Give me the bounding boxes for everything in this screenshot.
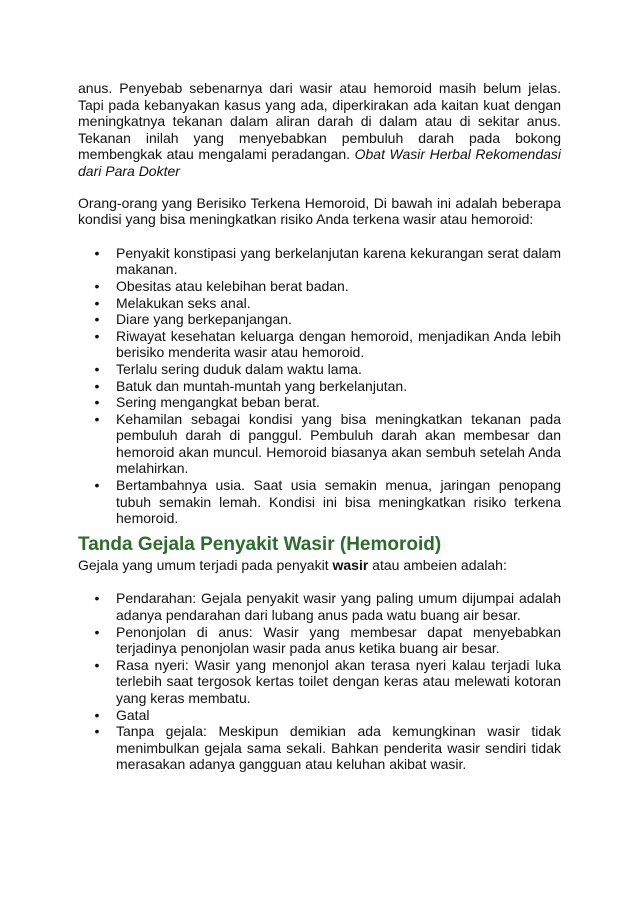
list-item: • Gatal [78, 707, 561, 724]
risk-factor-list [78, 245, 561, 527]
bullet-icon: • [94, 377, 100, 394]
symptom-list [78, 590, 561, 773]
list-item: • Terlalu sering duduk dalam waktu lama. [78, 361, 561, 378]
list-item: • Rasa nyeri: Wasir yang menonjol akan terasa nyeri kalau terjadi luka terlebih saat tergosok kertas toilet dengan keras atau melewati kotoran yang keras membatu. [78, 657, 561, 707]
list-item: • Riwayat kesehatan keluarga dengan hemoroid, menjadikan Anda lebih berisiko menderita wasir atau hemoroid. [78, 328, 561, 361]
list-item: • Tanpa gejala: Meskipun demikian ada kemungkinan wasir tidak menimbulkan gejala sama sekali. Bahkan penderita wasir sendiri tidak merasakan adanya gangguan atau keluhan akibat wasir. [78, 723, 561, 773]
bullet-icon: • [94, 311, 100, 328]
list-item: • Kehamilan sebagai kondisi yang bisa meningkatkan tekanan pada pembuluh darah di panggul. Pembuluh darah akan membesar dan hemoroid akan muncul. Hemoroid biasanya akan sembuh setelah Anda melahirkan. [78, 411, 561, 477]
bold-keyword: wasir [332, 556, 369, 573]
bullet-icon: • [94, 656, 100, 673]
list-item: • Penyakit konstipasi yang berkelanjutan karena kekurangan serat dalam makanan. [78, 245, 561, 278]
section-heading: Tanda Gejala Penyakit Wasir (Hemoroid) [78, 533, 442, 555]
bullet-icon: • [94, 477, 100, 494]
list-item: • Melakukan seks anal. [78, 295, 561, 312]
list-item: • Diare yang berkepanjangan. [78, 311, 561, 328]
article-link-italic: Obat Wasir Herbal Rekomendasi dari Para Dokter [78, 146, 562, 179]
bullet-icon: • [94, 294, 100, 311]
list-item: • Bertambahnya usia. Saat usia semakin menua, jaringan penopang tubuh semakin lemah. Kondisi ini bisa meningkatkan risiko terkena hemoroid. [78, 477, 561, 527]
bullet-icon: • [94, 706, 100, 723]
list-item: • Obesitas atau kelebihan berat badan. [78, 278, 561, 295]
bullet-icon: • [94, 360, 100, 377]
list-item: • Penonjolan di anus: Wasir yang membesar dapat menyebabkan terjadinya penonjolan wasir pada anus ketika buang air besar. [78, 624, 561, 657]
risk-intro-paragraph: Orang-orang yang Berisiko Terkena Hemoroid, Di bawah ini adalah beberapa kondisi yang bisa meningkatkan risiko Anda terkena wasir atau hemoroid: [78, 194, 561, 228]
document-page [78, 80, 561, 773]
bullet-icon: • [94, 590, 100, 607]
symptoms-intro-paragraph: Gejala yang umum terjadi pada penyakit wasir atau ambeien adalah: [78, 556, 507, 573]
list-item: • Pendarahan: Gejala penyakit wasir yang paling umum dijumpai adalah adanya pendarahan dari lubang anus pada watu buang air besar. [78, 590, 561, 623]
list-item: • Sering mengangkat beban berat. [78, 394, 561, 411]
bullet-icon: • [94, 277, 100, 294]
list-item: • Batuk dan muntah-muntah yang berkelanjutan. [78, 378, 561, 395]
intro-text: anus. Penyebab sebenarnya dari wasir atau hemoroid masih belum jelas. Tapi pada kebanyakan kasus yang ada, diperkirakan ada kaitan kuat dengan meningkatnya tekanan dalam aliran darah di dalam atau di sekitar anus. Tekanan inilah yang menyebabkan pembuluh darah pada bokong membengkak atau mengalami peradangan. [78, 80, 561, 163]
intro-paragraph [78, 80, 561, 180]
bullet-icon: • [94, 723, 100, 740]
bullet-icon: • [94, 623, 100, 640]
bullet-icon: • [94, 410, 100, 427]
bullet-icon: • [94, 394, 100, 411]
bullet-icon: • [94, 327, 100, 344]
bullet-icon: • [94, 244, 100, 261]
